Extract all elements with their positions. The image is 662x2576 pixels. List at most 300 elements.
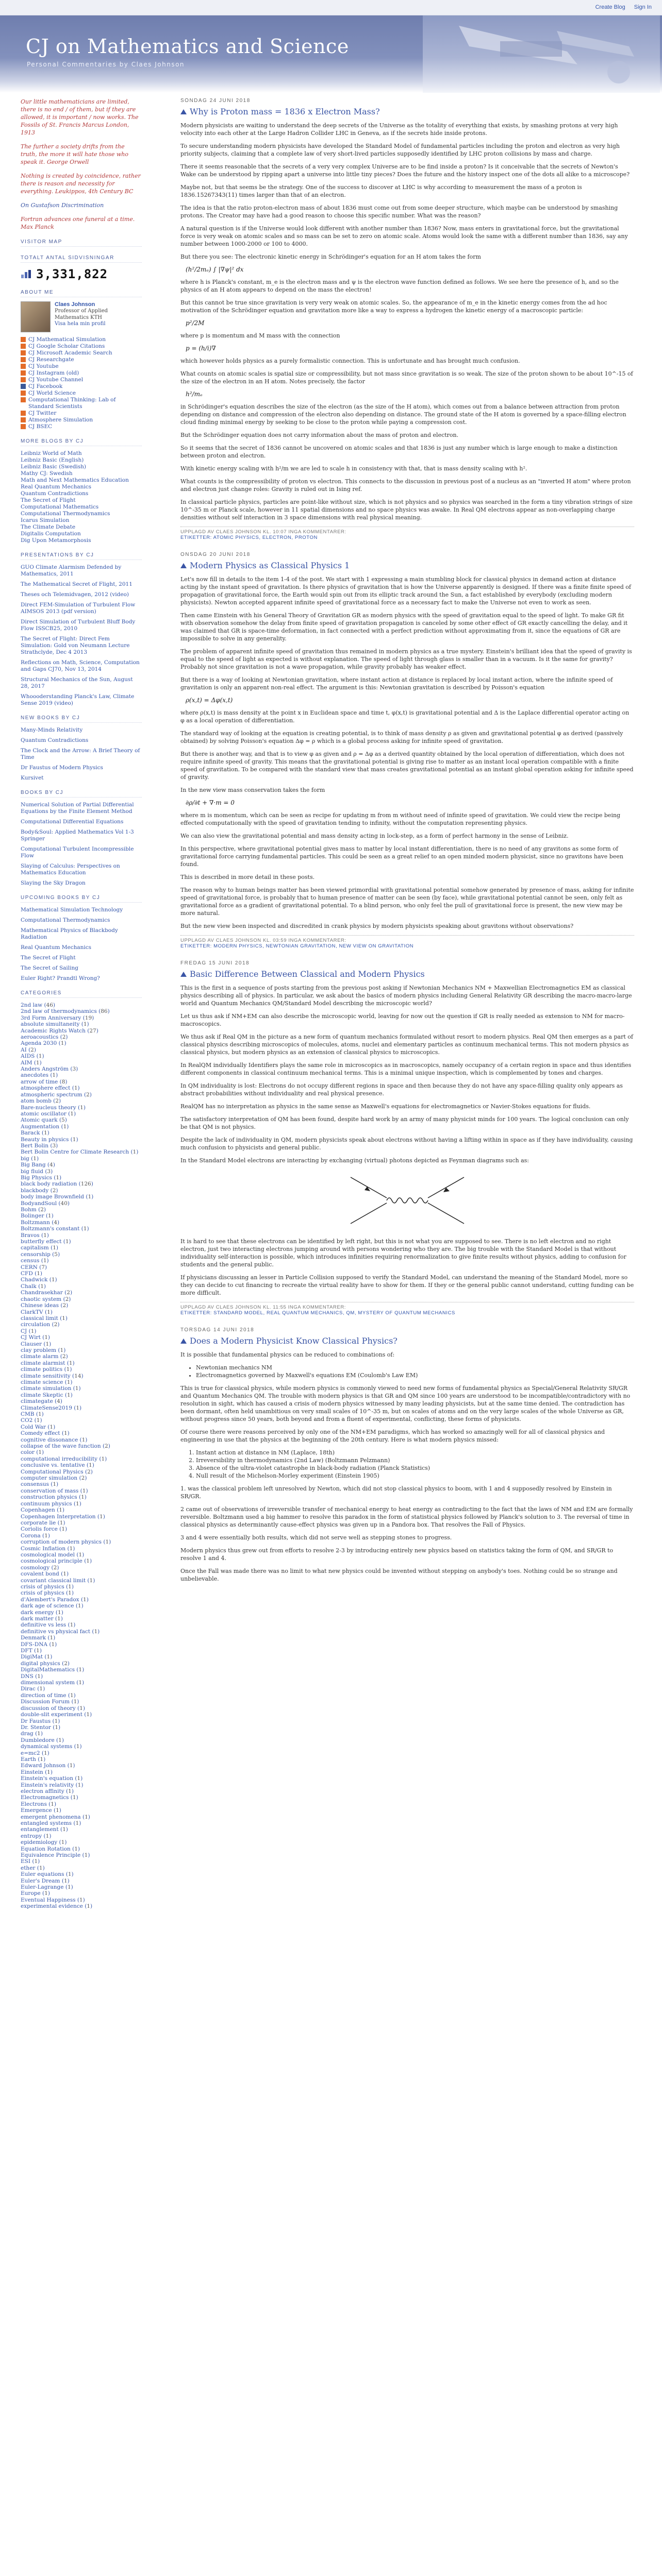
category-item[interactable]: Einstein's relativity (1): [21, 1782, 84, 1788]
category-item[interactable]: climate politics (1): [21, 1366, 72, 1373]
paragraph: Maybe not, but that seems be the strategy. One of the success to discover at LHC is why according to measurement the mass of a proton is 1836.15267343(11) times larger than that of an electron.: [180, 184, 582, 198]
post-labels[interactable]: ETIKETTER: ATOMIC PHYSICS, ELECTRON, PROTON: [180, 535, 318, 540]
blog-link[interactable]: The Secret of Flight: [21, 497, 76, 503]
link-item[interactable]: Atmosphere Simulation: [21, 417, 142, 423]
blog-link[interactable]: The Climate Debate: [21, 524, 76, 530]
category-item[interactable]: atmospheric spectrum (2): [21, 1091, 92, 1098]
category-item[interactable]: capitalism (1): [21, 1245, 58, 1251]
category-item[interactable]: ESI (1): [21, 1858, 40, 1865]
sign-in-link[interactable]: Sign In: [634, 4, 652, 10]
category-count: 1: [72, 1136, 76, 1143]
paragraph: which however holds physics as a purely formalistic connection. This is unfortunate and has brought much confusion.: [180, 358, 520, 364]
category-item[interactable]: Chandrasekhar (2): [21, 1290, 73, 1296]
post-title[interactable]: Modern Physics as Classical Physics 1: [180, 561, 634, 570]
category-count: 3: [47, 1168, 51, 1175]
category-item[interactable]: entropy (1): [21, 1833, 52, 1839]
post-author-line[interactable]: UPPLAGD AV CLAES JOHNSON KL. 03:59 INGA KOMMENTARER:: [180, 938, 346, 943]
book-link[interactable]: Numerical Solution of Partial Differential Equations by the Finite Element Method: [21, 802, 134, 815]
category-item[interactable]: Bohm (2): [21, 1207, 46, 1213]
link-item[interactable]: CJ Google Scholar Citations: [21, 343, 142, 350]
category-item[interactable]: CJ (1): [21, 1328, 37, 1334]
post-author-line[interactable]: UPPLAGD AV CLAES JOHNSON KL. 10:07 INGA KOMMENTARER:: [180, 529, 346, 535]
link-item[interactable]: CJ World Science: [21, 390, 142, 397]
category-label: ClarkTV: [21, 1309, 43, 1315]
category-item[interactable]: construction physics (1): [21, 1494, 87, 1501]
category-item[interactable]: double-slit experiment (1): [21, 1711, 92, 1718]
book-link[interactable]: Slaying of Calculus: Perspectives on Mathematics Education: [21, 863, 120, 876]
category-label: arrow of time: [21, 1078, 58, 1085]
presentation-link[interactable]: Reflections on Math, Science, Computation and Gaps CJ70, Nov 13, 2014: [21, 659, 140, 672]
category-item[interactable]: dark energy (1): [21, 1609, 63, 1616]
book-link[interactable]: The Secret of Sailing: [21, 965, 78, 971]
paragraph: If physicians discussing an lesser in Particle Collision supposed to verify the Standard Model, can understand the meaning of the Standard Model, more so they can decide to cut financing to recreate the virtual reality have to show for them. If they or the general public cannot understand, cutting funding can be more difficult.: [180, 1274, 634, 1296]
blog-link[interactable]: Computational Mathematics: [21, 504, 99, 510]
category-item[interactable]: Boltzmann (4): [21, 1219, 60, 1226]
category-count: 1: [56, 1807, 59, 1814]
category-item[interactable]: cognitive dissonance (1): [21, 1436, 88, 1443]
book-link[interactable]: The Secret of Flight: [21, 955, 76, 961]
profile-name[interactable]: Claes Johnson: [55, 301, 95, 308]
category-label: continuum physics: [21, 1500, 72, 1507]
category-item[interactable]: 3rd Form Anniversary (19): [21, 1014, 94, 1021]
link-bullet-icon: [21, 350, 26, 355]
link-item[interactable]: CJ BSEC: [21, 423, 142, 430]
category-item[interactable]: dark age of science (1): [21, 1603, 84, 1609]
category-item[interactable]: atomic oscillator (1): [21, 1110, 76, 1117]
sidebar-quote-link[interactable]: On Gustafson Discrimination: [21, 202, 104, 209]
category-item[interactable]: Euler's Dream (1): [21, 1877, 70, 1884]
blog-link[interactable]: Icarus Simulation: [21, 517, 70, 523]
category-item[interactable]: climate sensitivity (14): [21, 1372, 84, 1379]
link-item[interactable]: CJ Youtube Channel: [21, 377, 142, 383]
presentation-link[interactable]: The Secret of Flight: Direct Fem Simulation: Gold von Neumann Lecture Strathclyde, Dec 4 2013: [21, 636, 130, 655]
category-count: 1: [33, 1155, 37, 1162]
category-item[interactable]: body image Brownfield (1): [21, 1194, 94, 1200]
category-count: 1: [105, 1539, 109, 1546]
paragraph: The idea is that the ratio proton-electron mass of about 1836 must come out from some deeper structure, which maybe can be understood by smashing protons. The Creator may have had a good reason to choose this specific number. What was the reason?: [180, 205, 618, 219]
category-item[interactable]: AI (2): [21, 1046, 36, 1053]
category-item[interactable]: ether (1): [21, 1865, 45, 1871]
category-item[interactable]: continuum physics (1): [21, 1500, 81, 1507]
category-item[interactable]: Einstein (1): [21, 1769, 53, 1775]
category-item[interactable]: dark matter (1): [21, 1616, 63, 1622]
blog-link[interactable]: Computational Thermodynamics: [21, 511, 110, 517]
category-count: 1: [69, 1545, 73, 1552]
category-item[interactable]: butterfly effect (1): [21, 1239, 71, 1245]
category-label: Anders Angström: [21, 1066, 69, 1073]
category-item[interactable]: discussion of theory (1): [21, 1705, 85, 1711]
category-item[interactable]: entangled systems (1): [21, 1820, 81, 1826]
category-item[interactable]: Earth (1): [21, 1756, 46, 1762]
post-title[interactable]: Does a Modern Physicist Know Classical Physics?: [180, 1336, 634, 1346]
category-count: 1: [62, 1826, 66, 1833]
category-item[interactable]: Corona (1): [21, 1532, 50, 1539]
category-count: 1: [49, 1635, 54, 1641]
blog-link[interactable]: Digitalis Computation: [21, 531, 81, 537]
blog-link[interactable]: Leibniz World of Math: [21, 450, 82, 456]
category-item[interactable]: Dumbledore (1): [21, 1737, 64, 1743]
category-label: blackbody: [21, 1187, 49, 1194]
category-count: 1: [37, 1673, 41, 1680]
category-item[interactable]: big fluid (3): [21, 1168, 53, 1175]
category-item[interactable]: covalent bond (1): [21, 1571, 69, 1578]
paragraph: We can also view the gravitational potential and mass density acting in lock-step, as a form of perfect harmony in the sense of Leibniz.: [180, 833, 569, 839]
category-item[interactable]: ClarkTV (1): [21, 1309, 53, 1315]
category-item[interactable]: emergent phenomena (1): [21, 1814, 90, 1820]
category-item[interactable]: Beauty in physics (1): [21, 1136, 78, 1143]
books-heading: BOOKS BY CJ: [21, 790, 142, 798]
category-item[interactable]: Clauser (1): [21, 1341, 52, 1347]
category-label: Dumbledore: [21, 1737, 55, 1743]
paragraph: To secure understanding modern physicists have developed the Standard Model of fundamental particles including the proton and electron as very high priority subjects, claiming that a complete law of very short-lived particles supposedly identified by LHC proton collisions by mass and charge.: [180, 143, 620, 157]
blog-link[interactable]: Leibniz Basic (Swedish): [21, 464, 87, 470]
category-item[interactable]: Chalk (1): [21, 1283, 46, 1290]
paragraph: This is true for classical physics, while modern physics is commonly viewed to need new forms of fundamental physics as Special/General Relativity SR/GR and Quantum Mechanics QM. The trouble with modern physics is that GR and QM since 100 years are understood to be incompatible/contradictory with no resolution in sight, which has caused a crisis of modern physics witnessed by many leading physicists, but at the same time denied. The contradiction has been dormant, often held unambitious on very small scales of 10^-35 m, but on scales of atoms and on the very large scales of the whole Universe as GR, without progress since 50 years, both beyond and from a fluent of experimental, conflicting, these forms of physicists.: [180, 1385, 631, 1422]
category-item[interactable]: climate alarmist (1): [21, 1360, 75, 1366]
category-item[interactable]: DigiMat (1): [21, 1654, 53, 1660]
paragraph: In QM individuality is lost: Electrons do not occupy different regions in space and then because they do not have any space-filling quality only appears as abstract probabilities without individuality and real physical presence.: [180, 1082, 623, 1097]
sidebar-quote: Nothing is created by coincidence, rather there is reason and necessity for everything. Leukippos, 4th Century BC: [21, 173, 141, 195]
category-item[interactable]: arrow of time (8): [21, 1078, 68, 1085]
category-item[interactable]: CMB (1): [21, 1411, 44, 1417]
category-item[interactable]: corruption of modern physics (1): [21, 1539, 111, 1546]
link-item[interactable]: CJ Twitter: [21, 410, 142, 417]
category-item[interactable]: experimental evidence (1): [21, 1903, 93, 1910]
category-item[interactable]: Equation Rotation (1): [21, 1845, 80, 1852]
category-item[interactable]: corporate lie (1): [21, 1519, 65, 1526]
category-count: 1: [68, 1871, 72, 1878]
category-count: 4: [54, 1219, 58, 1226]
category-item[interactable]: consensus (1): [21, 1481, 59, 1488]
book-link[interactable]: Euler Right? Prandtl Wrong?: [21, 975, 100, 981]
link-item[interactable]: CJ Facebook: [21, 383, 142, 390]
category-item[interactable]: CERN (7): [21, 1264, 47, 1270]
category-item[interactable]: crisis of physics (1): [21, 1583, 74, 1590]
presentation-link[interactable]: The Mathematical Secret of Flight, 2011: [21, 581, 133, 587]
category-label: covalent bond: [21, 1571, 59, 1578]
category-label: butterfly effect: [21, 1239, 62, 1245]
category-label: Chalk: [21, 1283, 37, 1290]
book-link[interactable]: Kursivet: [21, 775, 44, 781]
category-item[interactable]: BodyandSoul (40): [21, 1200, 70, 1207]
category-label: Europe: [21, 1890, 41, 1897]
category-count: 1: [84, 1852, 88, 1859]
blog-link[interactable]: Quantum Contradictions: [21, 490, 89, 497]
category-item[interactable]: computational irreducibility (1): [21, 1455, 107, 1462]
category-label: double-slit experiment: [21, 1711, 82, 1718]
category-label: dimensional system: [21, 1680, 75, 1686]
category-item[interactable]: collapse of the wave function (2): [21, 1443, 110, 1450]
category-label: crisis of physics: [21, 1583, 64, 1590]
blog-link[interactable]: Real Quantum Mechanics: [21, 484, 92, 490]
category-item[interactable]: blackbody (2): [21, 1187, 58, 1194]
book-link[interactable]: Computational Turbulent Incompressible Flow: [21, 846, 134, 859]
category-item[interactable]: anecdotes (1): [21, 1072, 58, 1079]
category-item[interactable]: Euler equations (1): [21, 1871, 74, 1878]
category-item[interactable]: DFS-DNA (1): [21, 1641, 57, 1648]
post-author-line[interactable]: UPPLAGD AV CLAES JOHNSON KL. 11:55 INGA KOMMENTARER:: [180, 1304, 346, 1310]
book-link[interactable]: Mathematical Physics of Blackbody Radiation: [21, 927, 118, 940]
category-label: chaotic system: [21, 1296, 62, 1302]
blog-link[interactable]: Dig Upon Metamorphosis: [21, 537, 91, 544]
category-item[interactable]: Edward Johnson (1): [21, 1762, 75, 1769]
category-label: AIDS: [21, 1053, 35, 1060]
category-item[interactable]: definitive vs less (1): [21, 1622, 76, 1629]
category-item[interactable]: Copenhagen (1): [21, 1507, 65, 1514]
category-item[interactable]: climate Skeptic (1): [21, 1392, 73, 1398]
category-item[interactable]: electron affinity (1): [21, 1788, 74, 1794]
pageview-count: 3,331,822: [36, 267, 108, 281]
category-count: 1: [59, 1507, 62, 1514]
presentation-link[interactable]: Structural Mechanics of the Sun, August 28, 2017: [21, 676, 133, 689]
category-item[interactable]: big (1): [21, 1155, 39, 1162]
book-link[interactable]: Body&Soul: Applied Mathematics Vol 1-3 Springer: [21, 829, 134, 842]
category-item[interactable]: Einstein's equation (1): [21, 1775, 83, 1782]
category-count: 1: [70, 1110, 74, 1117]
book-link[interactable]: Computational Differential Equations: [21, 819, 124, 825]
category-item[interactable]: dimensional system (1): [21, 1680, 85, 1686]
category-item[interactable]: clay problem (1): [21, 1347, 66, 1353]
book-link[interactable]: Many-Minds Relativity: [21, 727, 83, 733]
paragraph: But the Schrödinger equation does not carry information about the mass of proton and electron.: [180, 432, 459, 438]
category-item[interactable]: Boltzmann's constant (1): [21, 1226, 89, 1232]
category-item[interactable]: cosmology (2): [21, 1564, 59, 1571]
blog-title[interactable]: CJ on Mathematics and Science: [26, 35, 349, 58]
category-item[interactable]: direction of time (1): [21, 1692, 76, 1699]
category-item[interactable]: crisis of physics (1): [21, 1590, 74, 1597]
category-item[interactable]: black body radiation (126): [21, 1181, 93, 1188]
book-link[interactable]: Slaying the Sky Dragon: [21, 880, 86, 886]
category-item[interactable]: conclusive vs. tentative (1): [21, 1462, 94, 1469]
link-item[interactable]: CJ Instagram (old): [21, 370, 142, 377]
category-count: 1: [46, 1654, 51, 1660]
book-link[interactable]: Dr Faustus of Modern Physics: [21, 765, 103, 771]
category-item[interactable]: Copenhagen Interpretation (1): [21, 1513, 105, 1520]
category-label: classical limit: [21, 1315, 58, 1321]
category-item[interactable]: covariant classical limit (1): [21, 1577, 95, 1584]
category-item[interactable]: climategate (4): [21, 1398, 62, 1405]
category-item[interactable]: atom bomb (2): [21, 1098, 61, 1105]
equation: ρ(x,t) = Δφ(x,t): [186, 697, 233, 704]
category-count: 1: [83, 1596, 87, 1603]
category-label: cosmology: [21, 1564, 50, 1571]
category-count: 1: [38, 1411, 42, 1417]
list-item: 4. Null result of the Michelson-Morley experiment (Einstein 1905): [196, 1472, 634, 1480]
presentation-link[interactable]: Whoooderstanding Planck's Law, Climate Sense 2019 (video): [21, 693, 135, 706]
link-bullet-icon: [21, 391, 26, 396]
category-item[interactable]: atmosphere effect (1): [21, 1085, 80, 1092]
presentation-link[interactable]: Direct Simulation of Turbulent Bluff Body Flow ISSCB25, 2010: [21, 619, 136, 632]
category-count: 1: [53, 1481, 56, 1488]
paragraph: 2 came out of observations of irreversible transfer of mechanical energy to heat energy as contradicting to the fact that the laws of NM and EM are formally reversible. Boltzmann used a big hammer to resolve this paradox in the form of statistical physics followed by Planck's solution to 3. The reversal of time in classical physics as determinantly cause-effect physics was given up in a Pandora box. That resolves the Fall of Physics.: [180, 1506, 633, 1528]
link-item[interactable]: CJ Youtube: [21, 363, 142, 370]
category-item[interactable]: Bolinger (1): [21, 1213, 54, 1219]
sidebar-quote: Our little mathematicians are limited, there is no end / of them, but if they are allowed, it is important / now works. The Fossils of St. Francis Marcus London, 1913: [21, 98, 139, 136]
category-label: Equivalence Principle: [21, 1852, 81, 1859]
category-item[interactable]: digital physics (2): [21, 1660, 70, 1667]
pageview-counter: [21, 267, 142, 281]
profile-photo[interactable]: [21, 301, 51, 332]
post-labels[interactable]: ETIKETTER: STANDARD MODEL, REAL QUANTUM MECHANICS, QM, MYSTERY OF QUANTUM MECHANICS: [180, 1310, 455, 1316]
category-item[interactable]: drag (1): [21, 1731, 43, 1737]
category-item[interactable]: Big Bang (4): [21, 1162, 55, 1168]
category-count: 1: [38, 1449, 42, 1456]
category-item[interactable]: climate alarm (2): [21, 1353, 68, 1360]
category-count: 1: [51, 1801, 54, 1807]
category-item[interactable]: 2nd law of thermodynamics (86): [21, 1008, 110, 1015]
category-item[interactable]: Academic Rights Watch (27): [21, 1027, 98, 1034]
link-item[interactable]: CJ Researchgate: [21, 357, 142, 363]
link-bullet-icon: [21, 424, 26, 429]
create-blog-link[interactable]: Create Blog: [595, 4, 625, 10]
presentation-link[interactable]: Theses och Telemidvagen, 2012 (video): [21, 591, 129, 598]
blog-link[interactable]: Mathy CJ: Swedish: [21, 470, 73, 477]
link-item[interactable]: CJ Mathematical Simulation: [21, 336, 142, 343]
category-item[interactable]: Electromagnetics (1): [21, 1794, 78, 1801]
category-item[interactable]: ClimateSense2019 (1): [21, 1404, 82, 1411]
category-count: 1: [68, 1583, 72, 1590]
category-item[interactable]: census (1): [21, 1258, 49, 1264]
category-label: collapse of the wave function: [21, 1443, 101, 1450]
category-count: 27: [89, 1027, 96, 1034]
category-item[interactable]: cosmological principle (1): [21, 1558, 92, 1565]
book-link[interactable]: Computational Thermodynamics: [21, 917, 110, 923]
category-item[interactable]: computer simulation (2): [21, 1475, 87, 1482]
category-item[interactable]: CO2 (1): [21, 1417, 42, 1424]
category-item[interactable]: entanglement (1): [21, 1826, 68, 1833]
category-item[interactable]: 2nd law (46): [21, 1002, 56, 1008]
post-title[interactable]: Why is Proton mass = 1836 x Electron Mass?: [180, 107, 634, 116]
category-item[interactable]: definitive vs physical fact (1): [21, 1628, 100, 1635]
paragraph: But the new view been inspected and discredited in crank physics by modern physicists speaking about gravitons without observations?: [180, 923, 574, 929]
category-item[interactable]: censorship (5): [21, 1251, 60, 1258]
category-count: 1: [81, 1436, 86, 1443]
category-count: 1: [88, 1194, 92, 1200]
category-item[interactable]: epidemiology (1): [21, 1839, 67, 1846]
link-item[interactable]: Computational Thinking: Lab of Standard Scientists: [21, 397, 142, 410]
category-item[interactable]: climate simulation (1): [21, 1385, 81, 1392]
blog-header: [0, 15, 662, 93]
category-item[interactable]: Barack (1): [21, 1130, 49, 1137]
category-item[interactable]: Dr Faustus (1): [21, 1718, 60, 1724]
category-label: Chinese ideas: [21, 1302, 59, 1309]
category-item[interactable]: Chinese ideas (2): [21, 1302, 69, 1309]
about-me-heading: ABOUT ME: [21, 290, 142, 297]
category-item[interactable]: Eventual Happiness (1): [21, 1896, 85, 1903]
category-label: capitalism: [21, 1245, 49, 1251]
category-item[interactable]: absolute simultaneity (1): [21, 1021, 89, 1028]
category-count: 2: [54, 1321, 58, 1328]
category-count: 1: [45, 1833, 49, 1839]
category-item[interactable]: Electrons (1): [21, 1801, 57, 1807]
category-label: climate Skeptic: [21, 1392, 63, 1398]
post-labels[interactable]: ETIKETTER: MODERN PHYSICS, NEWTONIAN GRAVITATION, NEW VIEW ON GRAVITATION: [180, 943, 414, 949]
category-item[interactable]: Anders Angström (3): [21, 1066, 78, 1073]
book-link[interactable]: Real Quantum Mechanics: [21, 944, 92, 951]
category-item[interactable]: Bare-nucleus theory (1): [21, 1104, 86, 1111]
category-count: 2: [52, 1187, 56, 1194]
category-item[interactable]: AIM (1): [21, 1059, 42, 1066]
category-item[interactable]: cosmological model (1): [21, 1551, 85, 1558]
link-item[interactable]: CJ Microsoft Academic Search: [21, 350, 142, 357]
category-item[interactable]: Bravos (1): [21, 1232, 49, 1239]
blog-link[interactable]: Math and Next Mathematics Education: [21, 477, 129, 483]
category-count: 1: [68, 1590, 72, 1597]
book-link[interactable]: Quantum Contradictions: [21, 737, 89, 743]
category-item[interactable]: Big Physics (1): [21, 1174, 62, 1181]
category-item[interactable]: d'Alembert's Paradox (1): [21, 1596, 89, 1603]
category-label: conservation of mass: [21, 1487, 79, 1494]
category-item[interactable]: Comedy effect (1): [21, 1430, 70, 1437]
book-link[interactable]: Mathematical Simulation Technology: [21, 907, 123, 913]
category-item[interactable]: Bert Bolin Centre for Climate Research (1): [21, 1149, 139, 1156]
category-item[interactable]: Equivalence Principle (1): [21, 1852, 90, 1859]
category-item[interactable]: Computational Physics (2): [21, 1468, 93, 1475]
category-item[interactable]: Denmark (1): [21, 1635, 56, 1641]
category-count: 1: [63, 1123, 67, 1130]
paragraph: This is described in more detail in these posts.: [180, 874, 315, 880]
category-item[interactable]: Agenda 2030 (1): [21, 1040, 67, 1047]
category-item[interactable]: AIDS (1): [21, 1053, 44, 1060]
category-item[interactable]: Emergence (1): [21, 1807, 61, 1814]
category-item[interactable]: classical limit (1): [21, 1315, 68, 1321]
category-item[interactable]: circulation (2): [21, 1321, 60, 1328]
category-item[interactable]: chaotic system (2): [21, 1296, 71, 1302]
blog-link[interactable]: Leibniz Basic (English): [21, 457, 84, 463]
category-item[interactable]: conservation of mass (1): [21, 1487, 88, 1494]
category-item[interactable]: color (1): [21, 1449, 44, 1456]
presentation-link[interactable]: GUO Climate Alarmism Defended by Mathematics, 2011: [21, 564, 122, 577]
category-label: consensus: [21, 1481, 49, 1488]
category-item[interactable]: aeroacoustics (2): [21, 1034, 68, 1041]
category-item[interactable]: climate science (1): [21, 1379, 73, 1385]
category-item[interactable]: Augmentation (1): [21, 1123, 69, 1130]
category-count: 1: [74, 1845, 78, 1852]
presentation-link[interactable]: Direct FEM-Simulation of Turbulent Flow AIMSOS 2013 (pdf version): [21, 602, 136, 615]
category-item[interactable]: Euler-Lagrange (1): [21, 1884, 73, 1891]
profile-link[interactable]: Visa hela min profil: [55, 321, 106, 327]
category-item[interactable]: dynamical systems (1): [21, 1743, 82, 1750]
category-count: 1: [100, 1513, 103, 1520]
category-item[interactable]: Bert Bolin (3): [21, 1142, 58, 1149]
category-label: Augmentation: [21, 1123, 60, 1130]
book-link[interactable]: The Clock and the Arrow: A Brief Theory of Time: [21, 748, 140, 760]
category-count: 1: [61, 1526, 65, 1533]
category-item[interactable]: Coriolis force (1): [21, 1526, 68, 1533]
category-count: 1: [36, 1417, 40, 1424]
category-count: 1: [58, 1737, 62, 1743]
paragraph: Despite the lack of individuality in QM, modern physicists speak about electrons without having a lifting within in space as if they have individuality, causing much confusion to physicists and general public.: [180, 1137, 633, 1151]
category-item[interactable]: CJ Wirt (1): [21, 1334, 51, 1341]
category-item[interactable]: DFT (1): [21, 1648, 42, 1654]
category-item[interactable]: Atomic quark (5): [21, 1117, 67, 1124]
paragraph: In classical particle physics, particles are point-like without size, which is not physics and so physics was searched in the form a tiny vibration strings of size 10^-35 m or Planck scale, however in 11 spatial dimensions and no space physics was awake. In Real QM electrons appear as non-overlapping charge densities without self interaction in 3 space dimensions with real physical meaning.: [180, 499, 633, 521]
category-count: 46: [46, 1002, 53, 1008]
category-item[interactable]: Dirac (1): [21, 1686, 45, 1692]
category-item[interactable]: Cold War (1): [21, 1423, 56, 1430]
category-item[interactable]: e=mc2 (1): [21, 1750, 49, 1756]
category-item[interactable]: CFD (1): [21, 1270, 42, 1277]
category-item[interactable]: DigitalMathematics (1): [21, 1667, 85, 1673]
category-item[interactable]: Chadwick (1): [21, 1277, 57, 1283]
post-title[interactable]: Basic Difference Between Classical and Modern Physics: [180, 969, 634, 979]
category-label: AIM: [21, 1059, 32, 1066]
category-item[interactable]: Europe (1): [21, 1890, 50, 1897]
category-item[interactable]: Cosmic Inflation (1): [21, 1545, 75, 1552]
category-item[interactable]: Dr. Stentor (1): [21, 1724, 61, 1731]
category-item[interactable]: DNS (1): [21, 1673, 43, 1680]
category-item[interactable]: Discussion Forum (1): [21, 1699, 79, 1705]
